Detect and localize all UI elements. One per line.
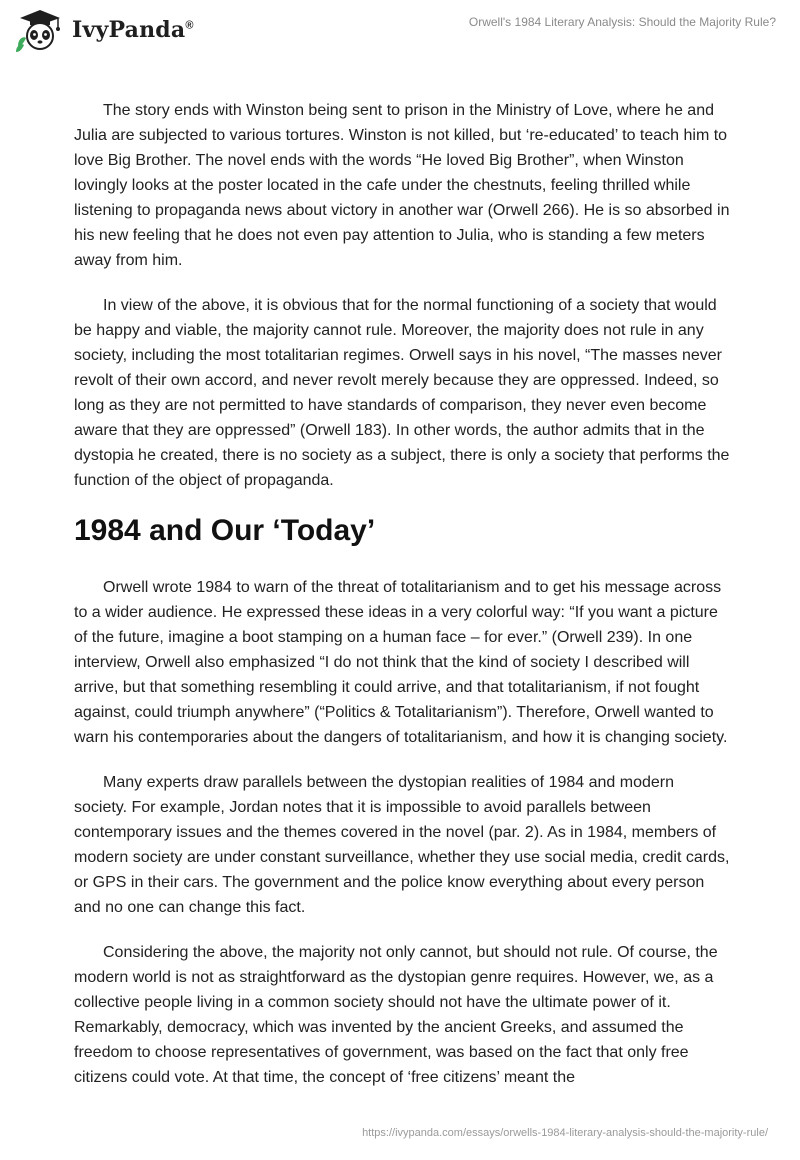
ivypanda-logo[interactable] bbox=[14, 8, 194, 52]
paragraph: Many experts draw parallels between the dystopian realities of 1984 and modern society. For example, Jordan notes that it is impossible to avoid parallels between contemporary issues and the themes covered in the novel (par. 2). As in 1984, members of modern society are under constant surveillance, whether they use social media, credit cards, or GPS in their cars. The government and the police know everything about every person and no one can change this fact. bbox=[74, 774, 730, 916]
paragraph: Considering the above, the majority not only cannot, but should not rule. Of course, the modern world is not as straightforward as the dystopian genre requires. However, we, as a collective people living in a common society should not have the ultimate power of it. Remarkably, democracy, which was invented by the ancient Greeks, and assumed the freedom to choose representatives of government, was based on the fact that only free citizens could vote. At that time, the concept of ‘free citizens’ meant the bbox=[74, 944, 718, 1086]
essay-content bbox=[74, 98, 730, 1110]
registered-mark: ® bbox=[185, 19, 194, 32]
page-header bbox=[0, 0, 800, 60]
document-title: Orwell's 1984 Literary Analysis: Should the Majority Rule? bbox=[468, 15, 776, 29]
paragraph: The story ends with Winston being sent to prison in the Ministry of Love, where he and Julia are subjected to various tortures. Winston is not killed, but ‘re-educated’ to teach him to love Big Brother. The novel ends with the words “He loved Big Brother”, when Winston lovingly looks at the poster located in the cafe under the chestnuts, feeling thrilled while listening to propaganda news about victory in another war (Orwell 266). He is so absorbed in his new feeling that he does not even pay attention to Julia, who is standing a few meters away from him. bbox=[74, 102, 730, 269]
panda-graduate-icon bbox=[14, 8, 66, 52]
paragraph: In view of the above, it is obvious that for the normal functioning of a society that would be happy and viable, the majority cannot rule. Moreover, the majority does not rule in any society, including the most totalitarian regimes. Orwell says in his novel, “The masses never revolt of their own accord, and never revolt merely because they are oppressed. Indeed, so long as they are not permitted to have standards of comparison, they never even become aware that they are oppressed” (Orwell 183). In other words, the author admits that in the dystopia he created, there is no society as a subject, there is only a society that performs the function of the object of propaganda. bbox=[74, 297, 730, 489]
section-heading: 1984 and Our ‘Today’ bbox=[74, 514, 376, 547]
logo-wordmark bbox=[72, 17, 194, 43]
source-url[interactable]: https://ivypanda.com/essays/orwells-1984-literary-analysis-should-the-majority-rule/ bbox=[362, 1127, 768, 1139]
logo-name: IvyPanda bbox=[72, 17, 186, 43]
paragraph: Orwell wrote 1984 to warn of the threat of totalitarianism and to get his message across to a wider audience. He expressed these ideas in a very colorful way: “If you want a picture of the future, imagine a boot stamping on a human face – for ever.” (Orwell 239). In one interview, Orwell also emphasized “I do not think that the kind of society I described will arrive, but that something resembling it could arrive, and that totalitarianism, if not fought against, could triumph anywhere” (“Politics & Totalitarianism”). Therefore, Orwell wanted to warn his contemporaries about the dangers of totalitarianism, and how it is changing society. bbox=[74, 579, 728, 746]
